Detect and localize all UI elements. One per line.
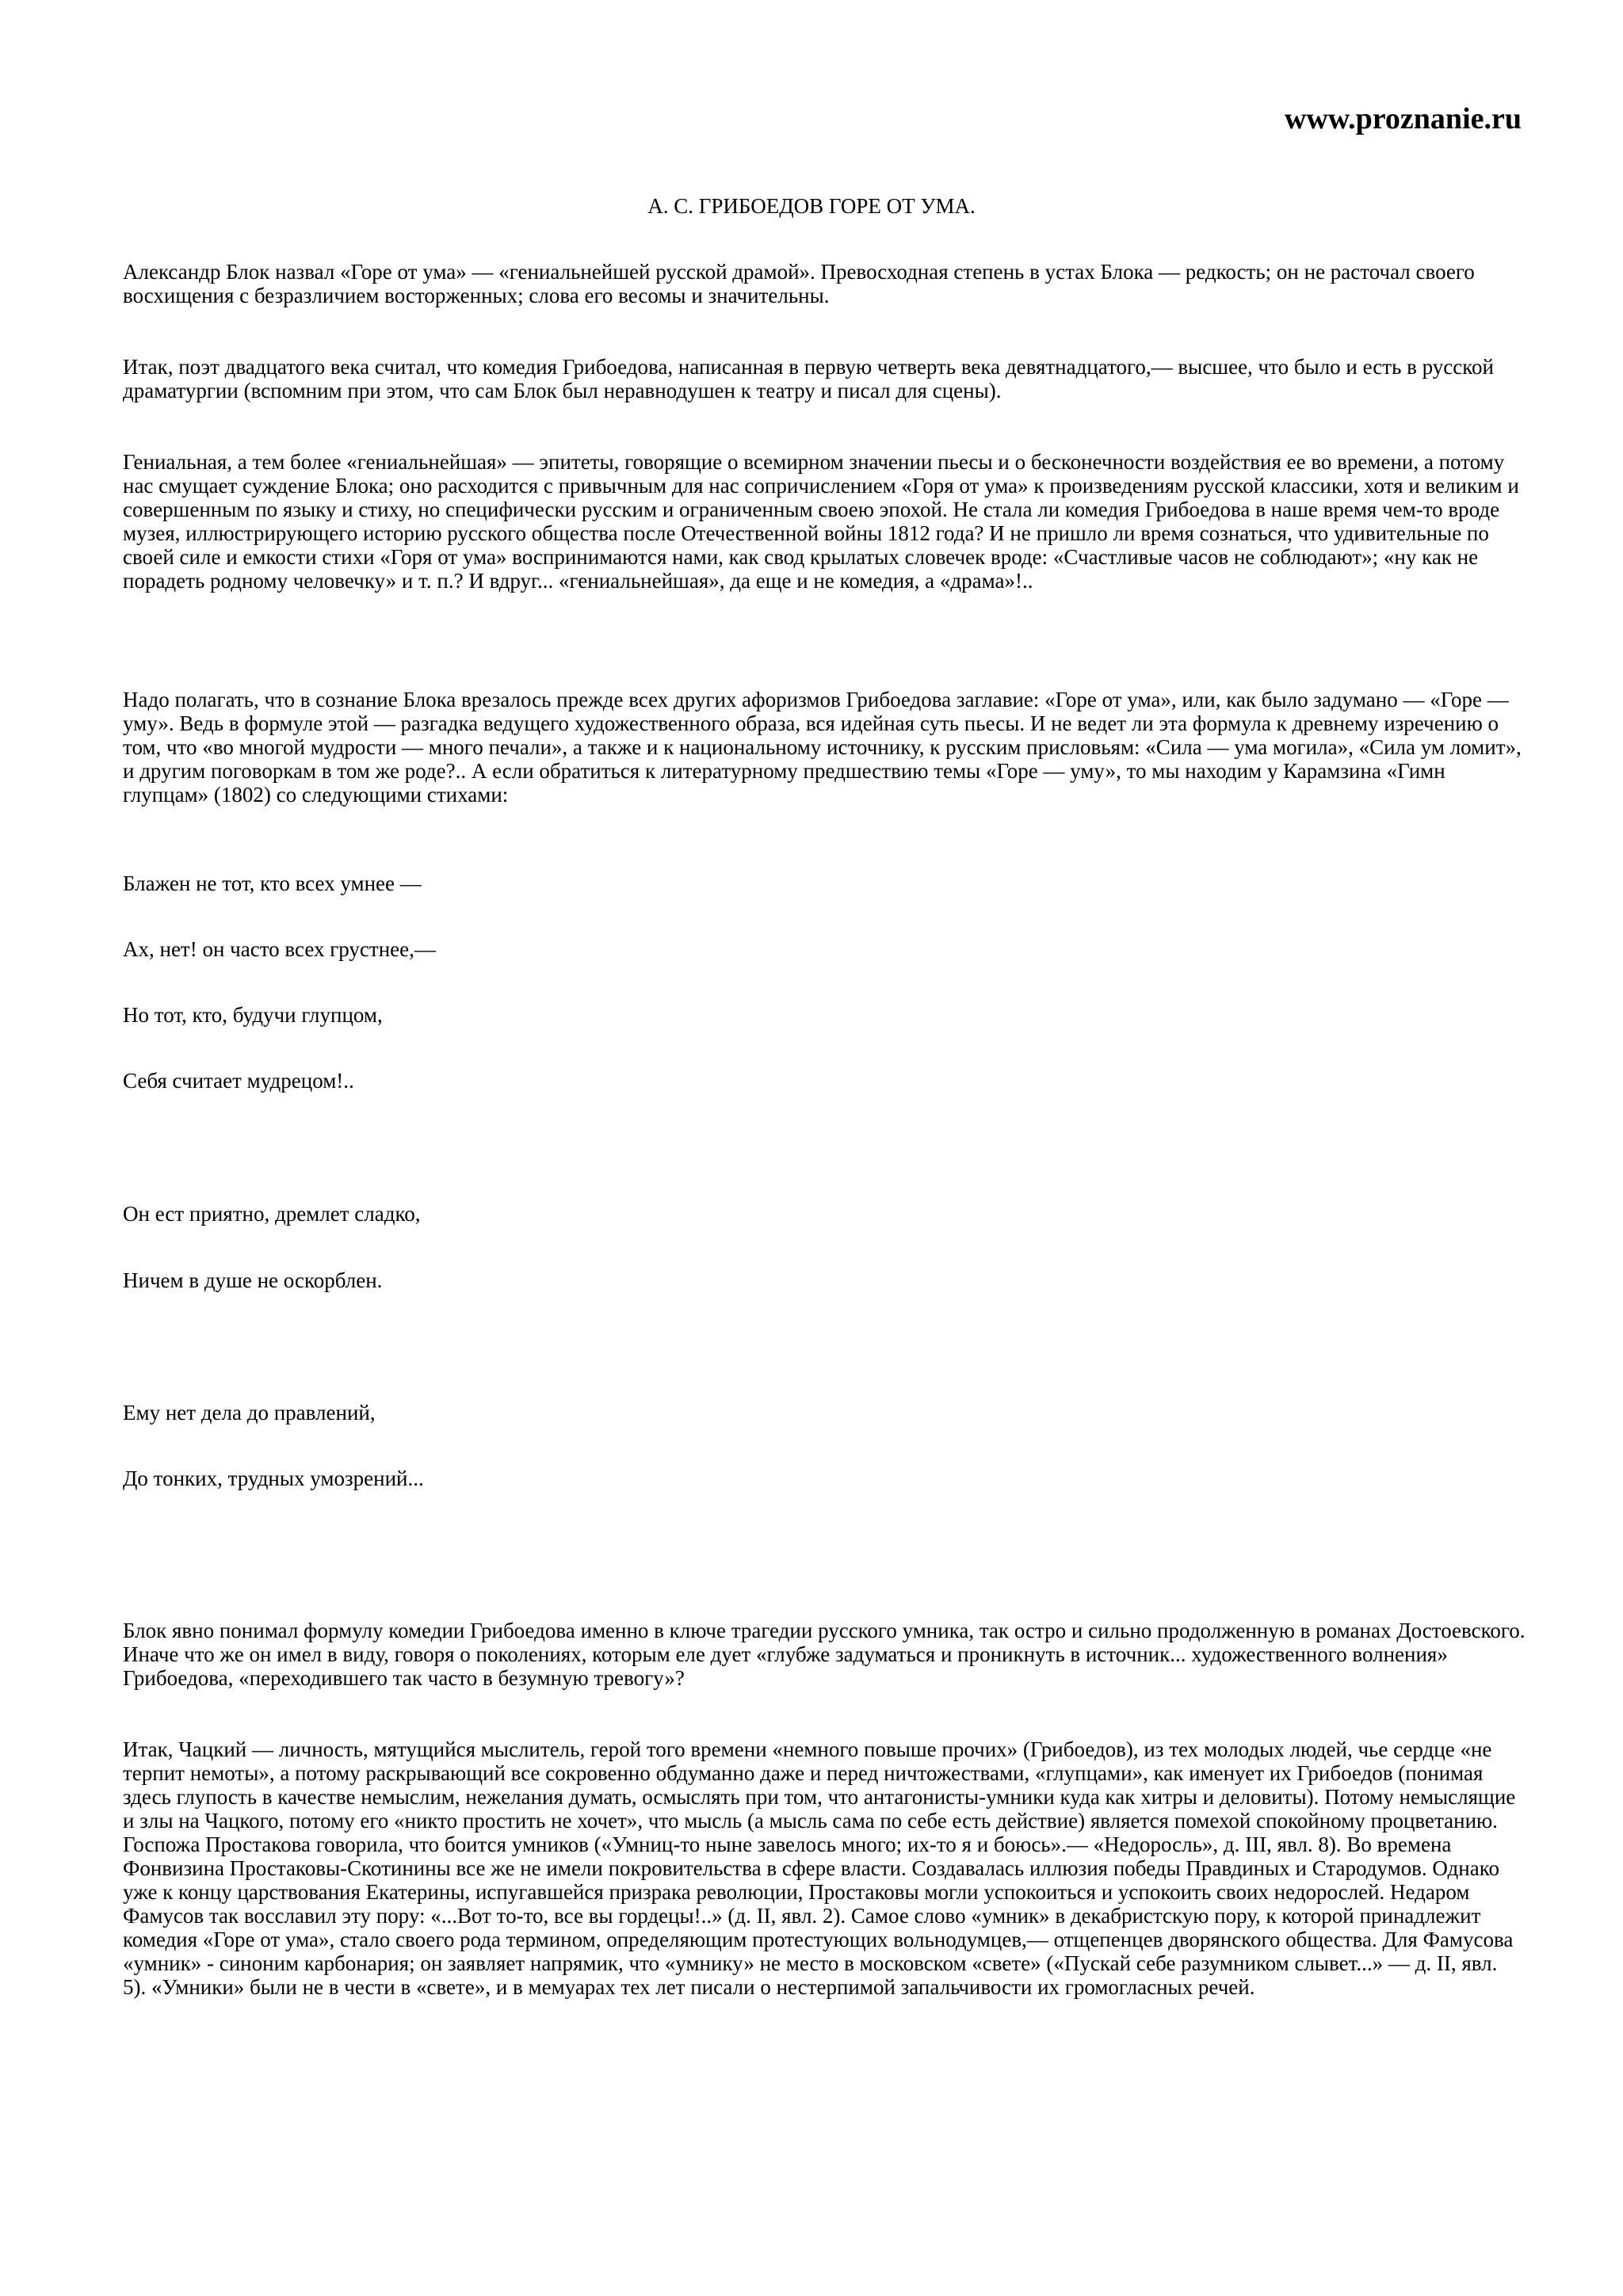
document-title: А. С. ГРИБОЕДОВ ГОРЕ ОТ УМА. [647,194,976,218]
paragraph-4: Надо полагать, что в сознание Блока врезалось прежде всех других афоризмов Грибоедова заглавие: «Горе от ума», или, как было задумано — «Горе — уму». Ведь в формуле этой — разгадка ведущего художественного образа, вся идейная суть пьесы. И не ведет ли эта формула к древнему изречению о том, что «во многой мудрости — много печали», а также и к национальному источнику, к русским присловьям: «Сила — ума могила», «Сила ум ломит», и другим поговоркам в том же роде?.. А если обратиться к литературному предшествию темы «Горе — уму», то мы находим у Карамзина «Гимн глупцам» (1802) со следующими стихами: [123,688,1522,807]
paragraph-6: Итак, Чацкий — личность, мятущийся мыслитель, герой того времени «немного повыше прочих» (Грибоедов), из тех молодых людей, чье сердце «не терпит немоты», а потому раскрывающий все сокровенно обдуманно даже и перед ничтожествами, «глупцами», как именует их Грибоедов (понимая здесь глупость в качестве немыслим, нежелания думать, осмыслять при том, что антагонисты-умники куда как хитры и деловиты). Потому немыслящие и злы на Чацкого, потому его «никто простить не хочет», что мысль (а мысль сама по себе есть действие) является помехой спокойному процветанию. Госпожа Простакова говорила, что боится умников («Умниц-то ныне завелось много; их-то я и боюсь».— «Недоросль», д. III, явл. 8). Во времена Фонвизина Простаковы-Скотинины все же не имели покровительства в сфере власти. Создавалась иллюзия победы Правдиных и Стародумов. Однако уже к концу царствования Екатерины, испугавшейся призрака революции, Простаковы могли успокоиться и успокоить своих недорослей. Недаром Фамусов так восславил эту пору: «...Вот то-то, все вы гордецы!..» (д. II, явл. 2). Самое слово «умник» в декабристскую пору, к которой принадлежит комедия «Горе от ума», стало своего рода термином, определяющим протестующих вольнодумцев,— отщепенцев дворянского общества. Для Фамусова «умник» - синоним карбонария; он заявляет напрямик, что «умнику» не место в московском «свете» («Пускай себе разумником слывет...» — д. II, явл. 5). «Умники» были не в чести в «свете», и в мемуарах тех лет писали о нестерпимой запальчивости их громогласных речей. [123,1737,1516,1999]
verse-line: Но тот, кто, будучи глупцом, [123,1003,383,1027]
site-url: www.proznanie.ru [1284,102,1522,135]
paragraph-3: Гениальная, а тем более «гениальнейшая» — эпитеты, говорящие о всемирном значении пьесы и о бесконечности воздействия ее во времени, а потому нас смущает суждение Блока; оно расходится с привычным для нас сопричислением «Горя от ума» к произведениям русской классики, хотя и великим и совершенным по языку и стиху, но специфически русским и ограниченным своею эпохой. Не стала ли комедия Грибоедова в наше время чем-то вроде музея, иллюстрирующего историю русского общества после Отечественной войны 1812 года? И не пришло ли время сознаться, что удивительные по своей силе и емкости стихи «Горя от ума» воспринимаются нами, как свод крылатых словечек вроде: «Счастливые часов не соблюдают»; «ну как не порадеть родному человечку» и т. п.? И вдруг... «гениальнейшая», да еще и не комедия, а «драма»!.. [123,450,1519,593]
verse-line: Ничем в душе не оскорблен. [123,1268,383,1292]
verse-line: Себя считает мудрецом!.. [123,1069,354,1093]
paragraph-5: Блок явно понимал формулу комедии Грибоедова именно в ключе трагедии русского умника, так остро и сильно продолженную в романах Достоевского. Иначе что же он имел в виду, говоря о поколениях, которым еле дует «глубже задуматься и проникнуть в источник... художественного волнения» Грибоедова, «переходившего так часто в безумную тревогу»? [123,1619,1526,1690]
verse-line: Он ест приятно, дремлет сладко, [123,1202,421,1226]
verse-line: Ему нет дела до правлений, [123,1401,376,1425]
paragraph-1: Александр Блок назвал «Горе от ума» — «гениальнейшей русской драмой». Превосходная степень в устах Блока — редкость; он не расточал своего восхищения с безразличием восторженных; слова его весомы и значительны. [123,260,1475,307]
verse-line: До тонких, трудных умозрений... [123,1466,424,1490]
paragraph-2: Итак, поэт двадцатого века считал, что комедия Грибоедова, написанная в первую четверть века девятнадцатого,— высшее, что было и есть в русской драматургии (вспомним при этом, что сам Блок был неравнодушен к театру и писал для сцены). [123,355,1494,402]
verse-line: Блажен не тот, кто всех умнее — [123,871,422,895]
verse-line: Ах, нет! он часто всех грустнее,— [123,937,436,961]
